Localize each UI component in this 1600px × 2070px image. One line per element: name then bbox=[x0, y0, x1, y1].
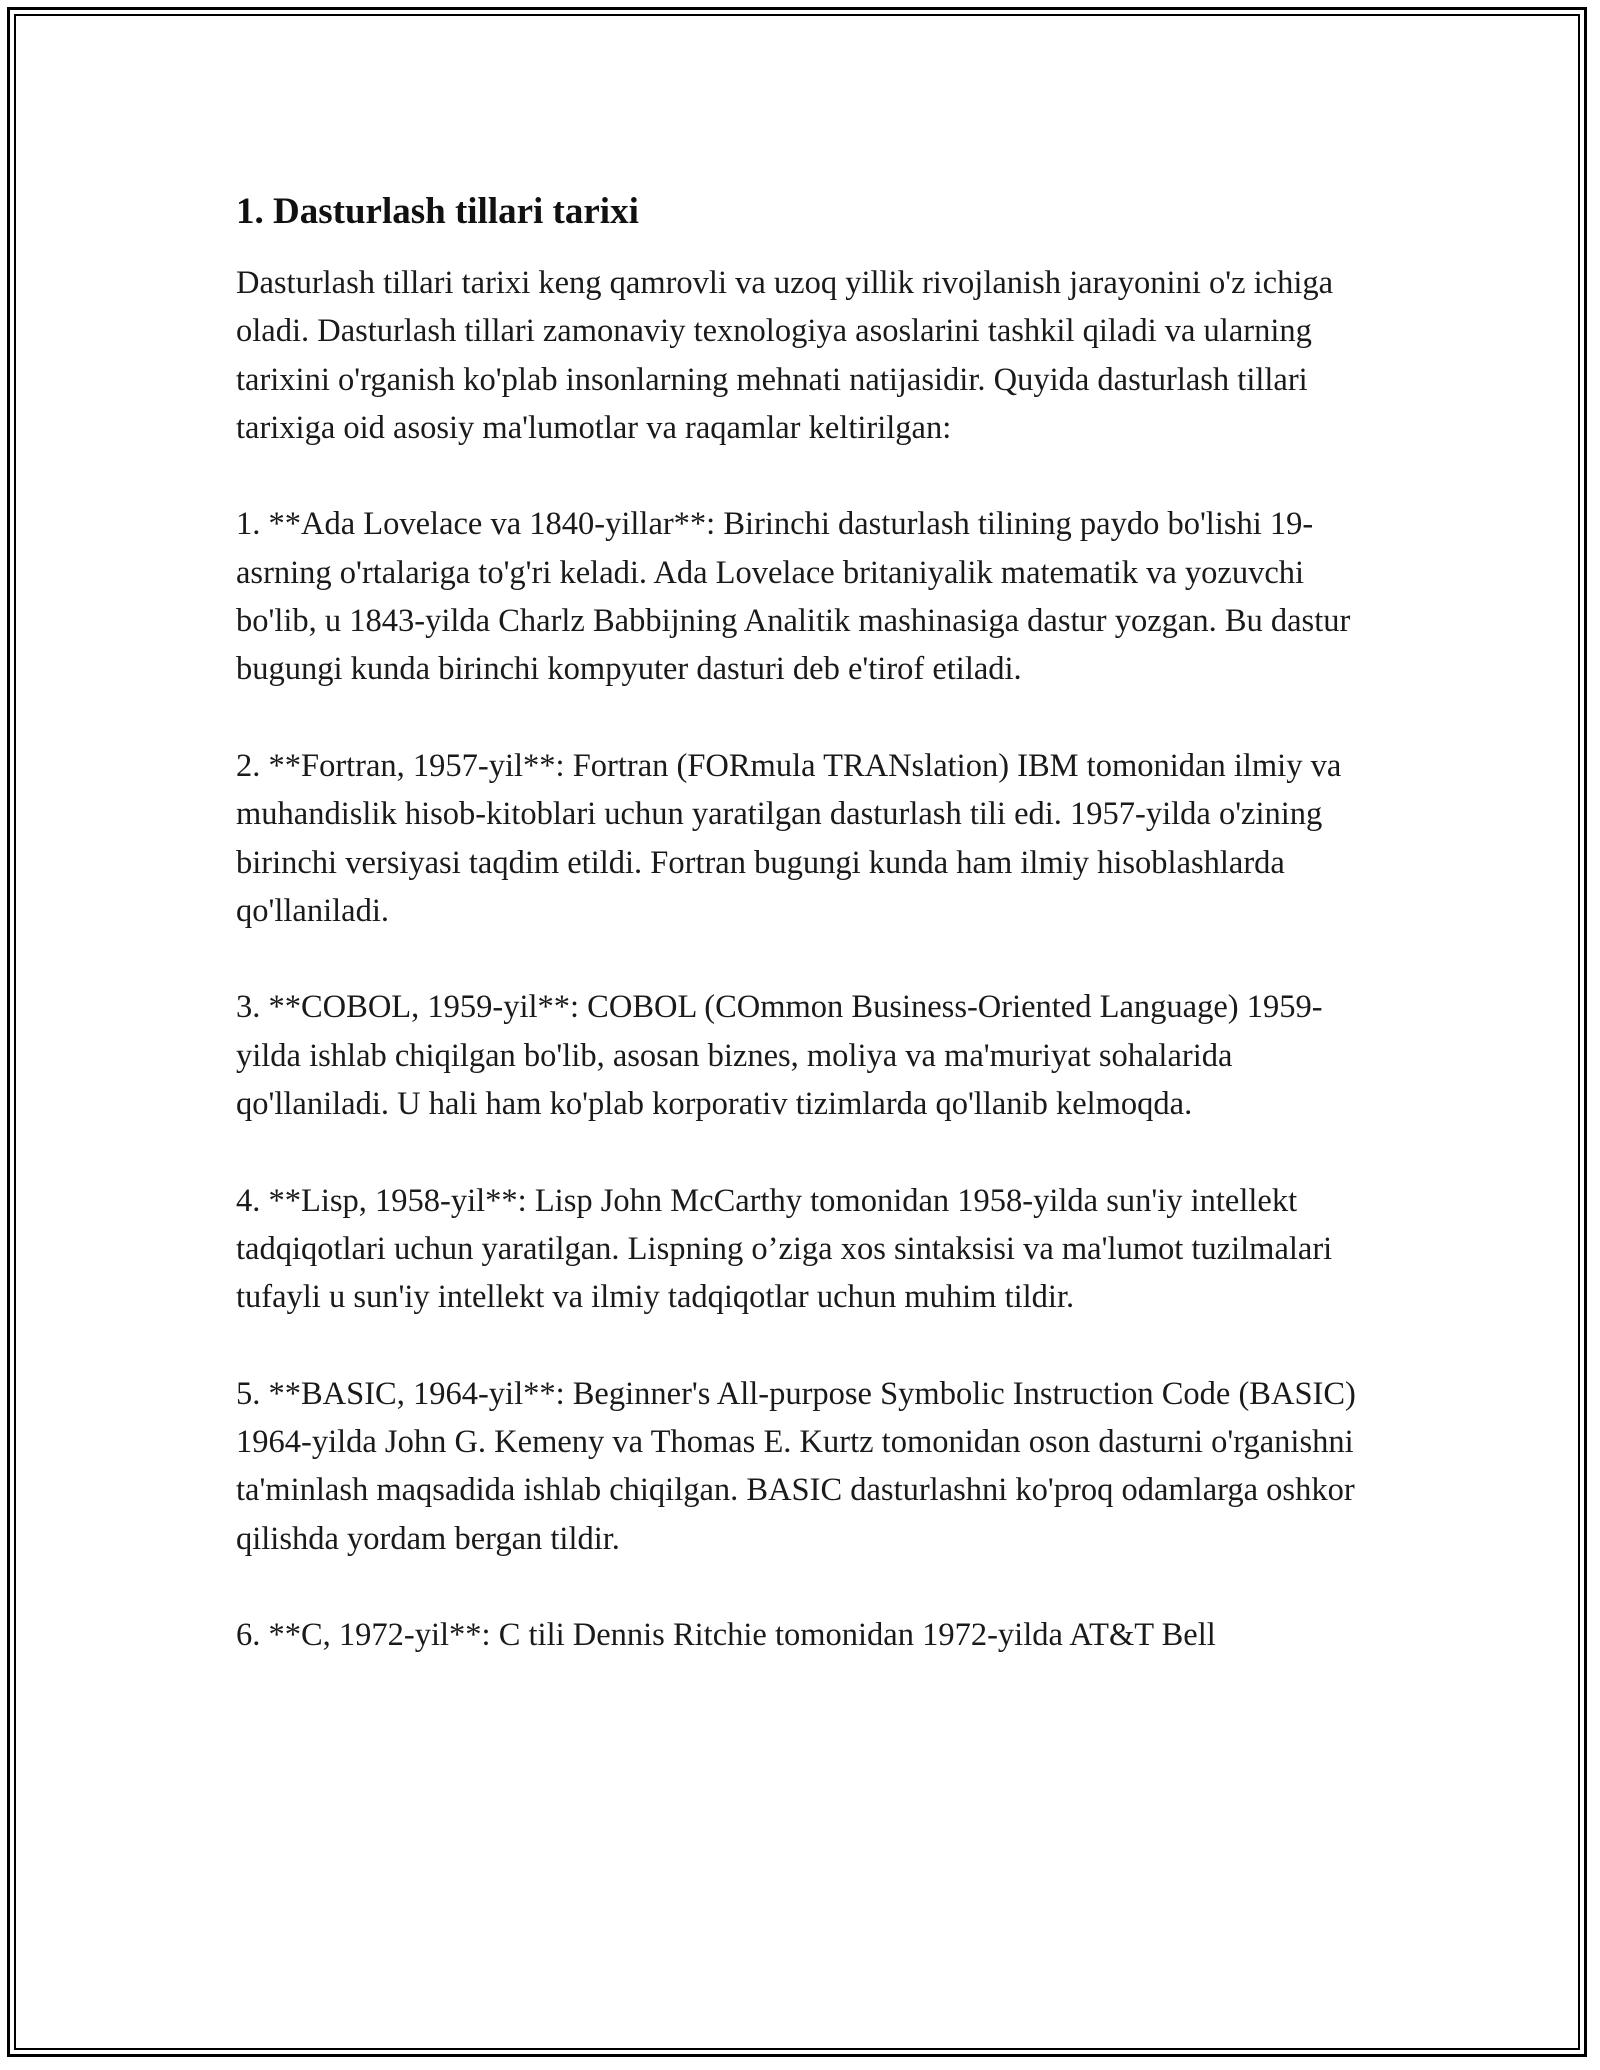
item-cobol: 3. **COBOL, 1959-yil**: COBOL (COmmon Business-Oriented Language) 1959-yilda ishlab chiqilgan bo'lib, asosan biznes, moliya va ma'muriyat sohalarida qo'llaniladi. U hali ham ko'plab korporativ tizimlarda qo'llanib kelmoqda. bbox=[236, 989, 1323, 1123]
section-heading: 1. Dasturlash tillari tarixi bbox=[236, 191, 639, 232]
item-c: 6. **C, 1972-yil**: C tili Dennis Ritchie tomonidan 1972-yilda AT&T Bell bbox=[236, 1617, 1216, 1654]
item-lisp: 4. **Lisp, 1958-yil**: Lisp John McCarthy tomonidan 1958-yilda sun'iy intellekt tadqiqotlari uchun yaratilgan. Lispning o’ziga xos sintaksisi va ma'lumot tuzilmalari tufayli u sun'iy intellekt va ilmiy tadqiqotlar uchun muhim tildir. bbox=[236, 1182, 1333, 1316]
document-body bbox=[236, 187, 1366, 1708]
item-fortran: 2. **Fortran, 1957-yil**: Fortran (FORmula TRANslation) IBM tomonidan ilmiy va muhandislik hisob-kitoblari uchun yaratilgan dasturlash tili edi. 1957-yilda o'zining birinchi versiyasi taqdim etildi. Fortran bugungi kunda ham ilmiy hisoblashlarda qo'llaniladi. bbox=[236, 747, 1342, 929]
item-ada-lovelace: 1. **Ada Lovelace va 1840-yillar**: Birinchi dasturlash tilining paydo bo'lishi 19-asrning o'rtalariga to'g'ri keladi. Ada Lovelace britaniyalik matematik va yozuvchi bo'lib, u 1843-yilda Charlz Babbijning Analitik mashinasiga dastur yozgan. Bu dastur bugungi kunda birinchi kompyuter dasturi deb e'tirof etiladi. bbox=[236, 506, 1351, 688]
intro-paragraph: Dasturlash tillari tarixi keng qamrovli va uzoq yillik rivojlanish jarayonini o'z ichiga oladi. Dasturlash tillari zamonaviy texnologiya asoslarini tashkil qiladi va ularning tarixini o'rganish ko'plab insonlarning mehnati natijasidir. Quyida dasturlash tillari tarixiga oid asosiy ma'lumotlar va raqamlar keltirilgan: bbox=[236, 265, 1334, 446]
item-basic: 5. **BASIC, 1964-yil**: Beginner's All-purpose Symbolic Instruction Code (BASIC) 1964-yilda John G. Kemeny va Thomas E. Kurtz tomonidan oson dasturni o'rganishni ta'minlash maqsadida ishlab chiqilgan. BASIC dasturlashni ko'proq odamlarga oshkor qilishda yordam bergan tildir. bbox=[236, 1375, 1356, 1557]
